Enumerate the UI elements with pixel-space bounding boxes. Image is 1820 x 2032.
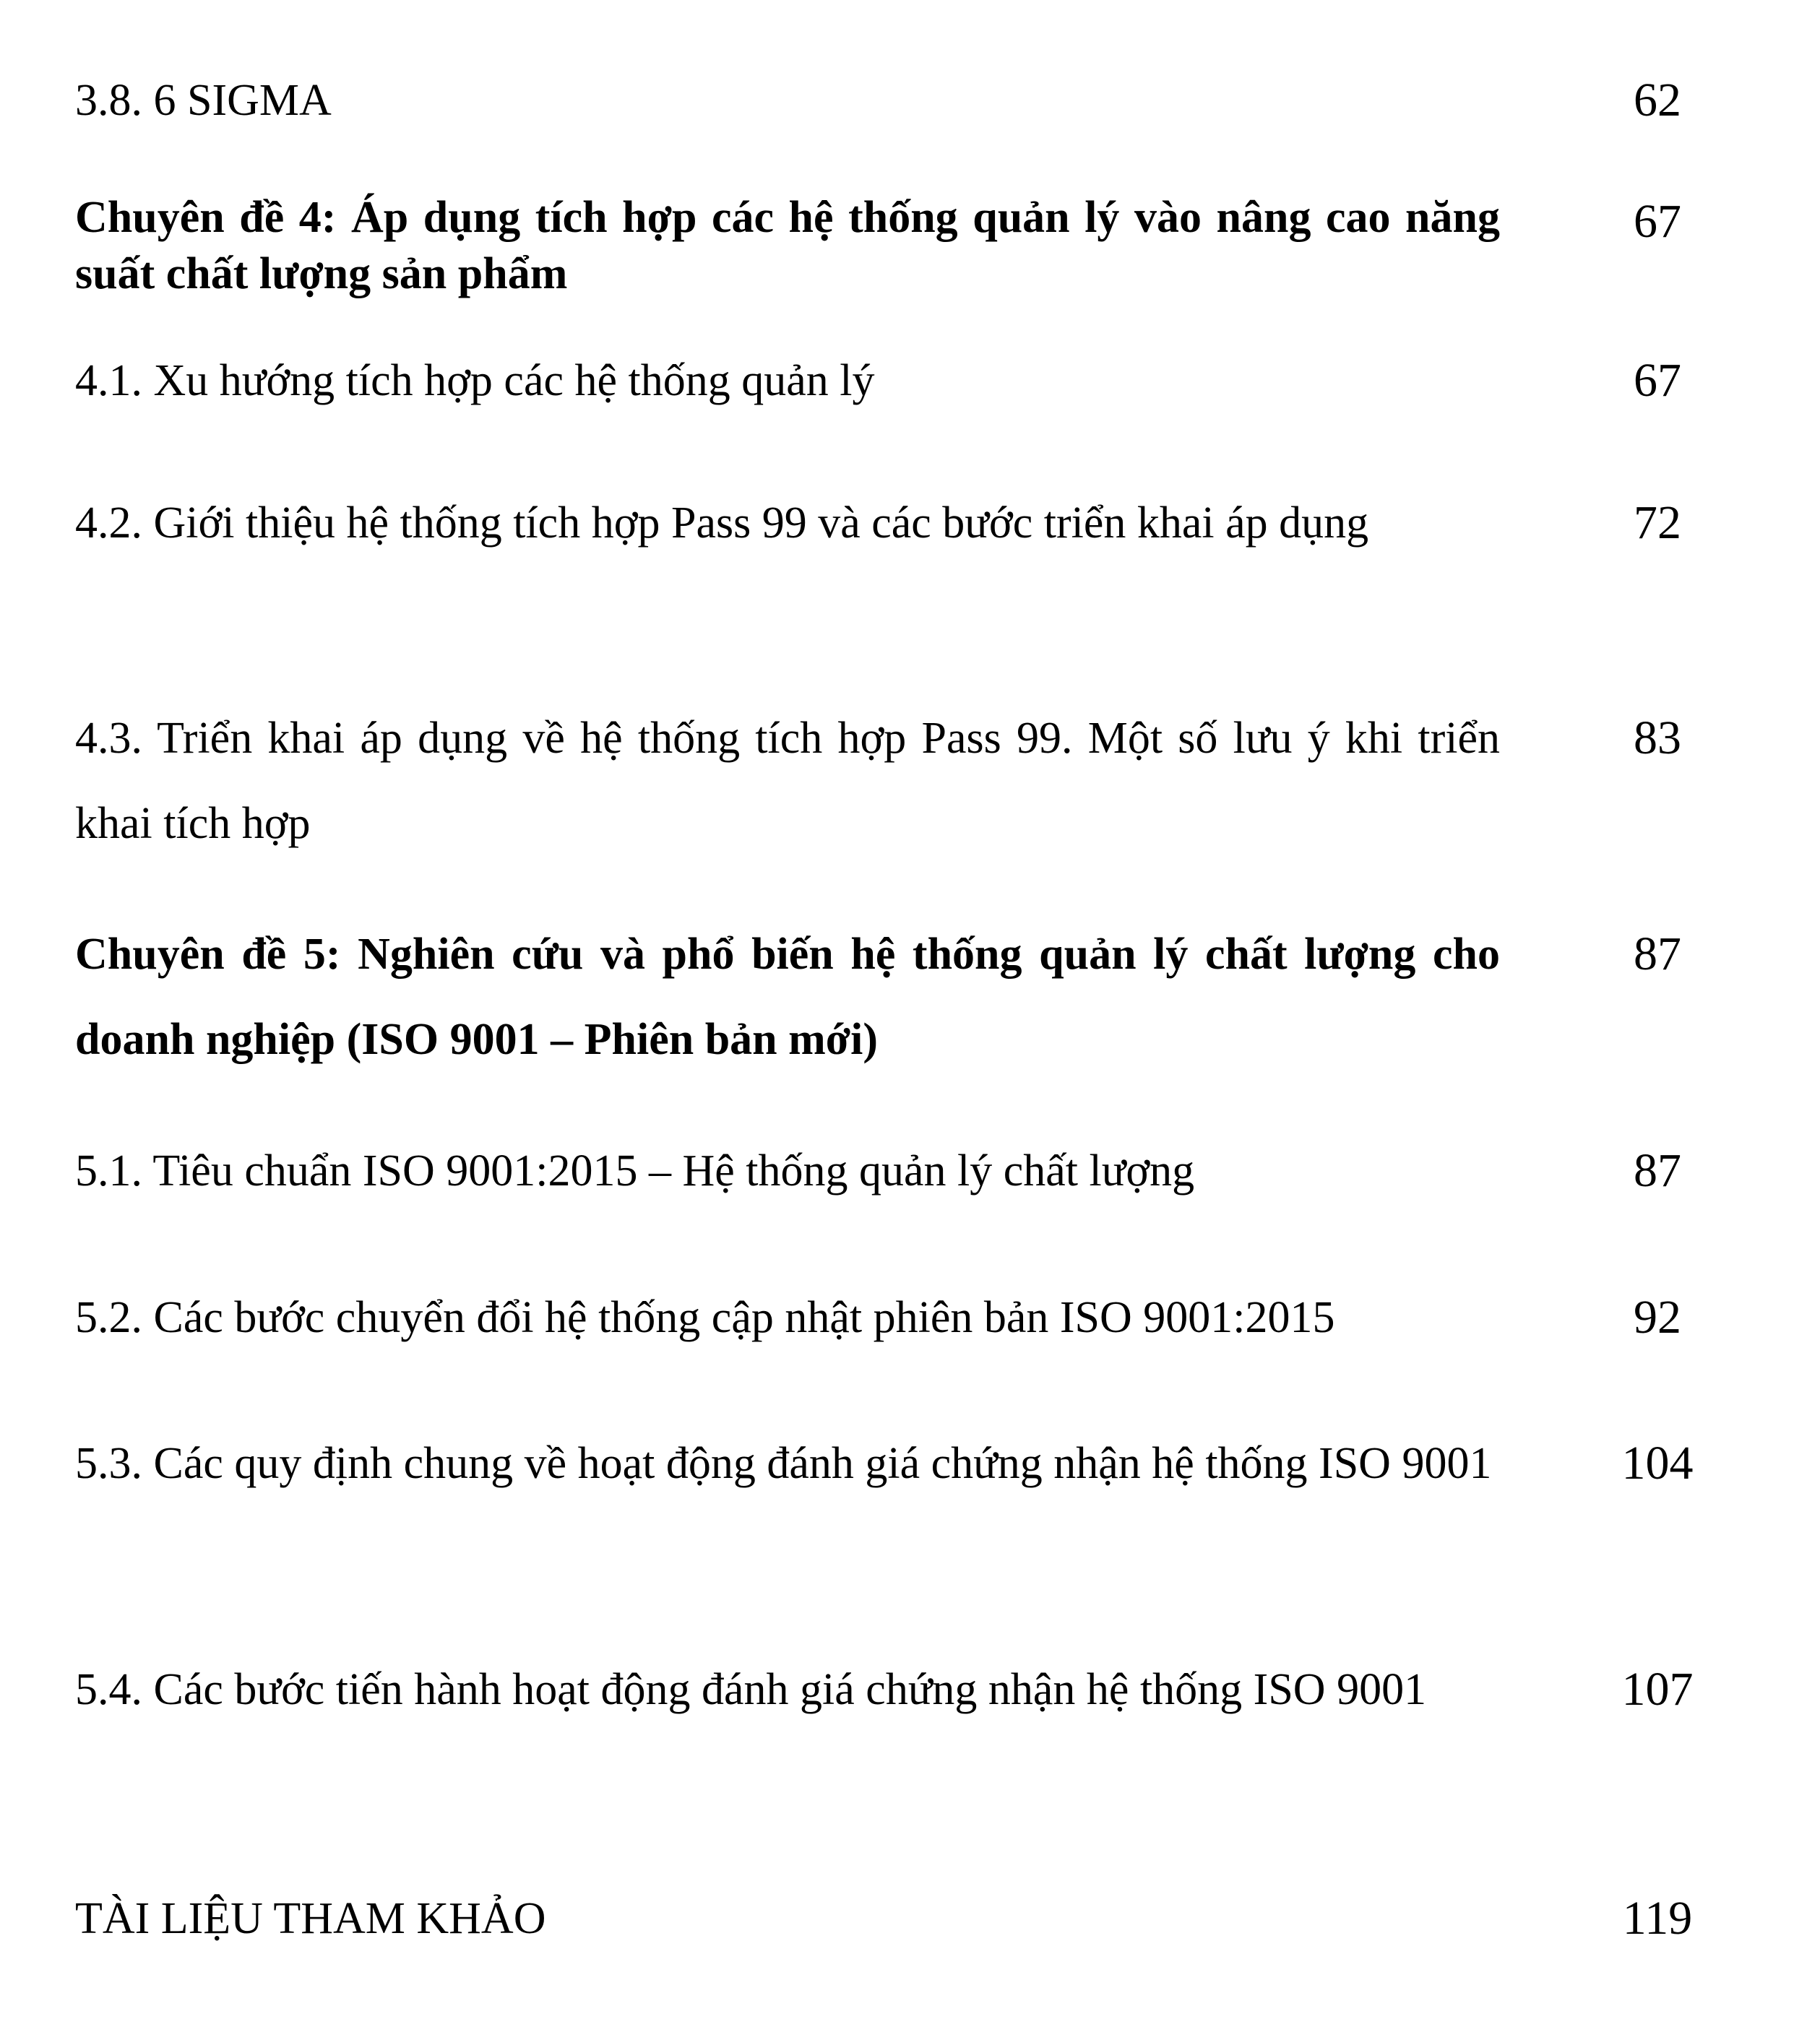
toc-entry-page: 67 <box>1634 195 1681 248</box>
toc-entry-title: Chuyên đề 5: Nghiên cứu và phổ biến hệ thống quản lý chất lượng cho doanh nghiệp (ISO 9001 – Phiên bản mới) <box>75 930 1500 1064</box>
toc-entry-title: TÀI LIỆU THAM KHẢO <box>75 1894 546 1943</box>
toc-entry-title: 4.2. Giới thiệu hệ thống tích hợp Pass 99 và các bước triển khai áp dụng <box>75 498 1369 548</box>
toc-entry-title: 5.4. Các bước tiến hành hoạt động đánh giá chứng nhận hệ thống ISO 9001 <box>75 1665 1427 1714</box>
toc-entry-page: 62 <box>1634 74 1681 126</box>
toc-entry-page: 72 <box>1634 496 1681 549</box>
toc-entry-page: 119 <box>1622 1892 1693 1945</box>
toc-entry-title: 4.1. Xu hướng tích hợp các hệ thống quản lý <box>75 356 875 405</box>
toc-entry-title: 5.3. Các quy định chung về hoạt động đánh giá chứng nhận hệ thống ISO 9001 <box>75 1439 1492 1488</box>
toc-entry-page: 92 <box>1634 1291 1681 1344</box>
toc-entry-page: 67 <box>1634 354 1681 407</box>
toc-entry-title: Chuyên đề 4: Áp dụng tích hợp các hệ thống quản lý vào nâng cao năng suất chất lượng sản phẩm <box>75 193 1500 298</box>
toc-entry-page: 83 <box>1634 712 1681 764</box>
toc-entry-title: 5.1. Tiêu chuẩn ISO 9001:2015 – Hệ thống quản lý chất lượng <box>75 1146 1195 1196</box>
toc-entry-page: 87 <box>1634 1144 1681 1197</box>
toc-entry-title: 5.2. Các bước chuyển đổi hệ thống cập nhật phiên bản ISO 9001:2015 <box>75 1293 1335 1342</box>
toc-entry-title: 3.8. 6 SIGMA <box>75 76 332 125</box>
toc-entry-page: 104 <box>1621 1437 1694 1490</box>
toc-entry-page: 87 <box>1634 928 1681 980</box>
toc-entry-title: 4.3. Triển khai áp dụng về hệ thống tích hợp Pass 99. Một số lưu ý khi triển khai tích hợp <box>75 714 1500 848</box>
toc-entry-page: 107 <box>1621 1663 1694 1716</box>
